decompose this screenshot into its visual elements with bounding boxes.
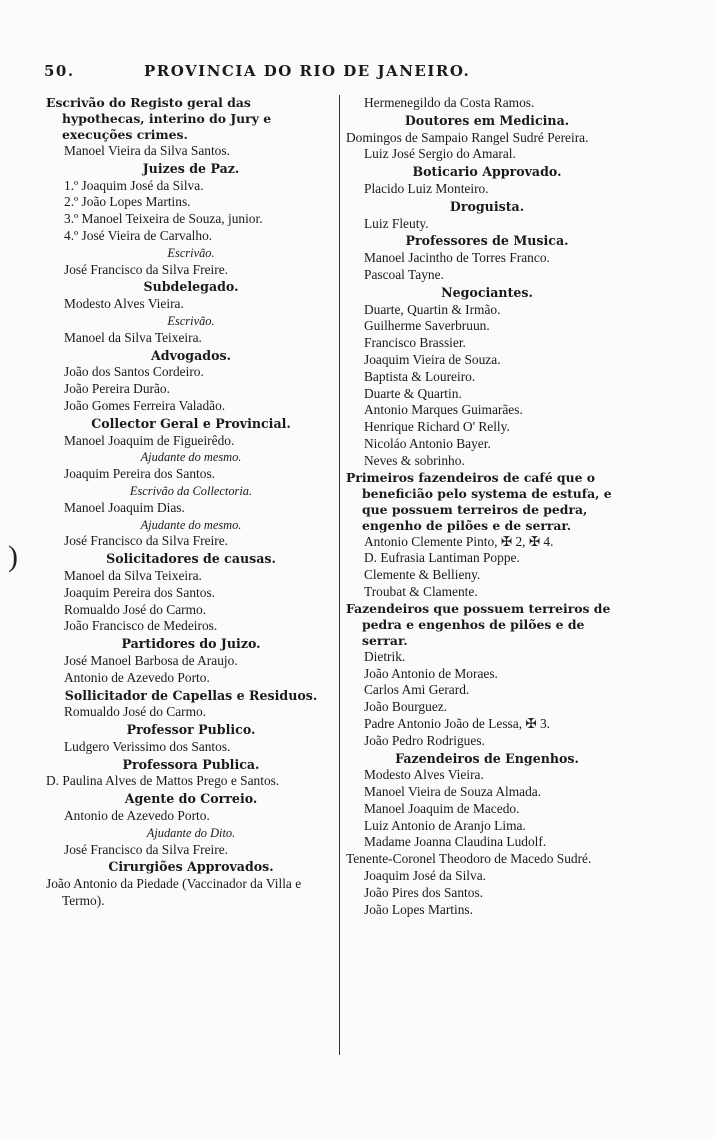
section-heading: Professora Publica. xyxy=(122,756,260,772)
entry-name: Antonio de Azevedo Porto. xyxy=(64,808,210,824)
section-heading: Droguista. xyxy=(449,198,525,214)
entry-name: Manoel Joaquim de Figueirêdo. xyxy=(64,432,235,448)
entry-name: Manoel Joaquim de Macedo. xyxy=(364,800,520,816)
entry-name: Clemente & Bellieny. xyxy=(364,567,481,583)
section-heading: Doutores em Medicina. xyxy=(404,112,570,128)
section-heading: Boticario Approvado. xyxy=(412,164,562,180)
section-heading-block: Primeiros fazendeiros de café que o beneficião pelo systema de estufa, e que possuem terreiros de pedra, engenho de pilões e de serrar. xyxy=(346,469,612,533)
entry-name: Manoel Jacintho de Torres Franco. xyxy=(364,250,550,266)
entry-name: Joaquim José da Silva. xyxy=(364,868,486,884)
entry-name: Baptista & Loureiro. xyxy=(364,368,476,384)
section-heading: Solicitadores de causas. xyxy=(106,551,276,567)
section-heading: Fazendeiros de Engenhos. xyxy=(395,750,579,766)
entry-name: Romualdo José do Carmo. xyxy=(64,704,207,720)
section-heading: Sollicitador de Capellas e Residuos. xyxy=(64,687,318,703)
entry-name: Ludgero Verissimo dos Santos. xyxy=(64,738,231,754)
entry-name: Domingos de Sampaio Rangel Sudré Pereira. xyxy=(346,129,589,145)
subheading-italic: Ajudante do Dito. xyxy=(146,825,236,840)
entry-name: Modesto Alves Vieira. xyxy=(364,767,484,783)
entry-name: Nicoláo Antonio Bayer. xyxy=(364,435,491,451)
entry-name: Dietrik. xyxy=(364,648,406,664)
entry-name: João Gomes Ferreira Valadão. xyxy=(64,397,226,413)
column-divider xyxy=(339,95,340,1055)
entry-name: João Bourguez. xyxy=(364,699,448,715)
entry-name: Padre Antonio João de Lessa, ✠ 3. xyxy=(364,715,551,731)
entry-name: João Antonio de Moraes. xyxy=(364,665,498,681)
entry-name: Hermenegildo da Costa Ramos. xyxy=(364,95,535,110)
section-heading: Professor Publico. xyxy=(126,722,256,738)
right-column xyxy=(346,95,628,918)
entry-name: Duarte & Quartin. xyxy=(364,385,462,401)
subheading-italic: Ajudante do mesmo. xyxy=(140,517,242,532)
entry-name: Francisco Brassier. xyxy=(364,335,466,351)
section-heading: Collector Geral e Provincial. xyxy=(91,415,291,431)
entry-name: João Pires dos Santos. xyxy=(364,884,484,900)
entry-name: Luiz José Sergio do Amaral. xyxy=(364,146,516,162)
entry-name: João Pereira Durão. xyxy=(64,381,170,397)
section-heading-block: Escrivão do Registo geral das hypothecas, interino do Jury e execuções crimes. xyxy=(46,95,272,142)
entry-name: João Antonio da Piedade (Vaccinador da Villa e Termo). xyxy=(46,876,302,909)
section-heading: Negociantes. xyxy=(441,284,533,300)
margin-bracket-mark: ) xyxy=(8,540,18,573)
entry-name: Joaquim Pereira dos Santos. xyxy=(64,466,215,482)
entry-name: 3.º Manoel Teixeira de Souza, junior. xyxy=(64,211,263,227)
entry-name: 1.º Joaquim José da Silva. xyxy=(64,177,204,193)
entry-name: Luiz Fleuty. xyxy=(364,215,429,231)
entry-name: Troubat & Clamente. xyxy=(364,583,478,599)
entry-name: Manoel Joaquim Dias. xyxy=(64,499,185,515)
section-heading: Advogados. xyxy=(151,347,231,363)
section-heading-block: Fazendeiros que possuem terreiros de pedra e engenhos de pilões e de serrar. xyxy=(346,600,611,648)
entry-name: José Manoel Barbosa de Araujo. xyxy=(64,652,238,668)
entry-name: 2.º João Lopes Martins. xyxy=(64,194,191,210)
section-heading: Cirurgiões Approvados. xyxy=(108,859,274,875)
entry-name: Guilherme Saverbruun. xyxy=(364,318,490,334)
entry-name: Antonio Marques Guimarães. xyxy=(364,402,523,418)
section-heading: Professores de Musica. xyxy=(405,233,569,249)
entry-name: Romualdo José do Carmo. xyxy=(64,601,207,617)
page-number: 50. xyxy=(44,62,75,80)
entry-name: João Pedro Rodrigues. xyxy=(364,732,485,748)
entry-name: Carlos Ami Gerard. xyxy=(364,682,470,698)
subheading-italic: Escrivão. xyxy=(167,313,215,328)
entry-name: Manoel Vieira de Souza Almada. xyxy=(364,784,542,800)
section-heading: Juizes de Paz. xyxy=(142,160,240,176)
entry-name: José Francisco da Silva Freire. xyxy=(64,533,228,549)
section-heading: Partidores do Juizo. xyxy=(121,636,261,652)
entry-name: Joaquim Vieira de Souza. xyxy=(364,351,501,367)
left-column xyxy=(46,95,336,910)
entry-name: D. Paulina Alves de Mattos Prego e Santos. xyxy=(46,773,280,789)
section-heading: Subdelegado. xyxy=(143,279,239,295)
entry-name: Joaquim Pereira dos Santos. xyxy=(64,584,215,600)
entry-name: Placido Luiz Monteiro. xyxy=(364,180,489,196)
subheading-italic: Escrivão. xyxy=(167,245,215,260)
entry-name: Manoel da Silva Teixeira. xyxy=(64,567,202,583)
entry-name: 4.º José Vieira de Carvalho. xyxy=(64,227,213,243)
entry-name: Henrique Richard O' Relly. xyxy=(364,419,510,435)
page-title: PROVINCIA DO RIO DE JANEIRO. xyxy=(144,62,471,80)
entry-name: João Lopes Martins. xyxy=(364,901,473,917)
entry-name: José Francisco da Silva Freire. xyxy=(64,261,228,277)
entry-name: Luiz Antonio de Aranjo Lima. xyxy=(364,817,526,833)
entry-name: Modesto Alves Vieira. xyxy=(64,296,184,312)
entry-name: João Francisco de Medeiros. xyxy=(64,618,218,634)
section-heading: Agente do Correio. xyxy=(124,791,258,807)
entry-name: João dos Santos Cordeiro. xyxy=(64,364,204,380)
entry-name: Manoel da Silva Teixeira. xyxy=(64,329,202,345)
entry-name: Manoel Vieira da Silva Santos. xyxy=(64,143,230,158)
entry-name: Antonio Clemente Pinto, ✠ 2, ✠ 4. xyxy=(364,533,554,549)
entry-name: Neves & sobrinho. xyxy=(364,452,465,468)
entry-name: Antonio de Azevedo Porto. xyxy=(64,669,210,685)
entry-name: Duarte, Quartin & Irmão. xyxy=(364,301,501,317)
subheading-italic: Escrivão da Collectoria. xyxy=(129,483,253,498)
subheading-italic: Ajudante do mesmo. xyxy=(140,450,242,465)
entry-name: José Francisco da Silva Freire. xyxy=(64,841,228,857)
entry-name: Pascoal Tayne. xyxy=(364,266,444,282)
entry-name: Tenente-Coronel Theodoro de Macedo Sudré. xyxy=(346,851,592,867)
entry-name: Madame Joanna Claudina Ludolf. xyxy=(364,834,547,850)
entry-name: D. Eufrasia Lantiman Poppe. xyxy=(364,550,520,566)
